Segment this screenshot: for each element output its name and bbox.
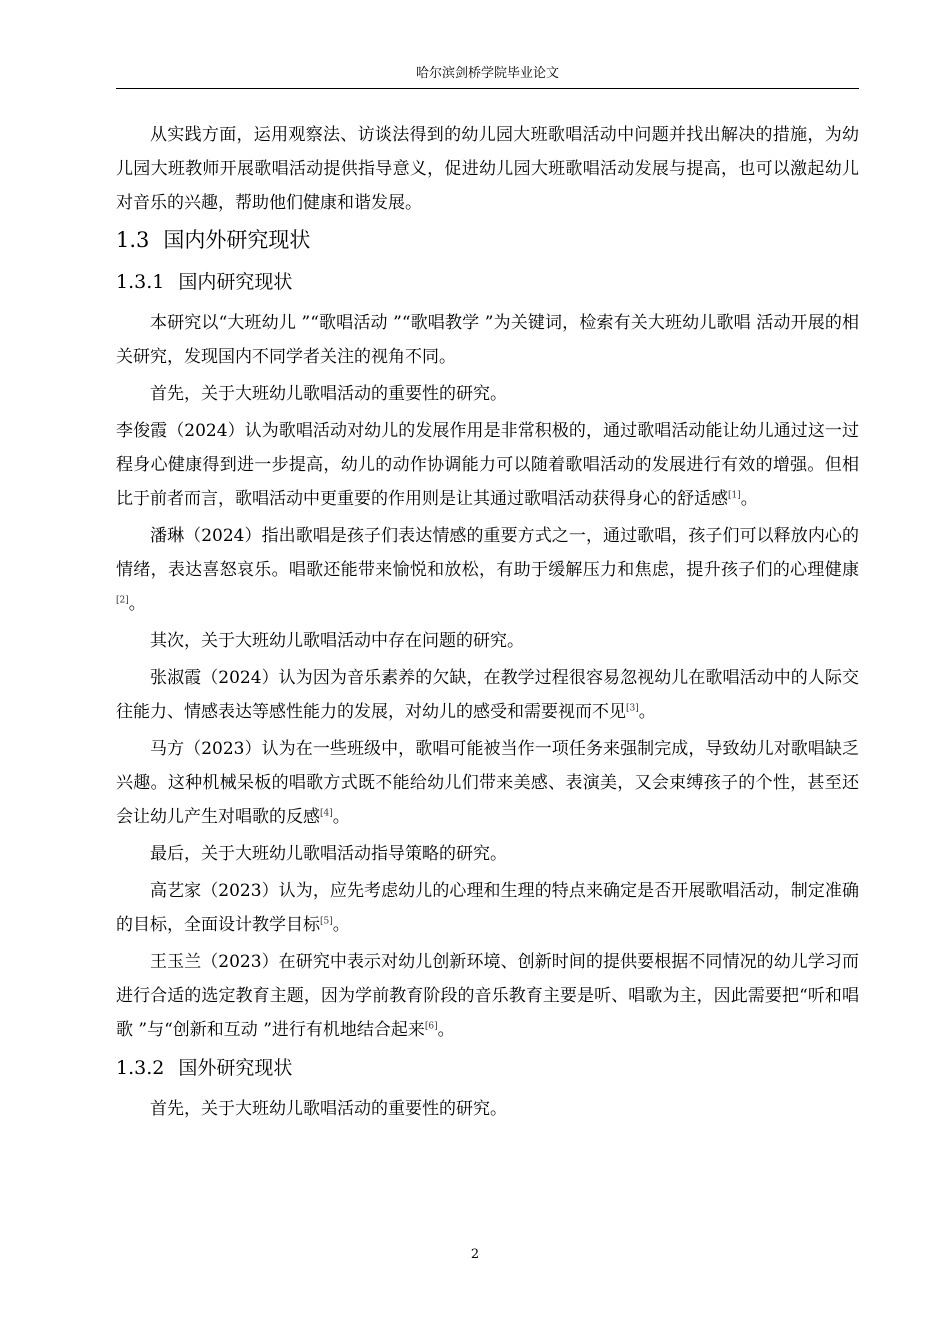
paragraph: 潘琳（2024）指出歌唱是孩子们表达情感的重要方式之一，通过歌唱，孩子们可以释放内心的情绪，表达喜怒哀乐。唱歌还能带来愉悦和放松，有助于缓解压力和焦虑，提升孩子们的心理健康[2]。: [116, 526, 859, 614]
header-divider: [116, 88, 859, 89]
subsection-heading: [116, 1053, 859, 1083]
paragraph: 马方（2023）认为在一些班级中，歌唱可能被当作一项任务来强制完成，导致幼儿对歌唱缺乏兴趣。这种机械呆板的唱歌方式既不能给幼儿们带来美感、表演美，又会束缚孩子的个性，甚至还会让幼儿产生对唱歌的反感[4]。: [116, 739, 859, 827]
paragraph: 本研究以“大班幼儿 ”“歌唱活动 ”“歌唱教学 ”为关键词，检索有关大班幼儿歌唱 活动开展的相关研究，发现国内不同学者关注的视角不同。: [116, 313, 859, 367]
section-number: 1.3: [116, 228, 150, 252]
subsection-title: 国内研究现状: [178, 271, 293, 293]
running-header: 哈尔滨剑桥学院毕业论文: [415, 66, 559, 81]
citation-marker: [6]: [424, 1021, 438, 1032]
citation-marker: [2]: [116, 595, 129, 606]
section-heading: [116, 225, 859, 255]
page-number: 2: [470, 1247, 480, 1262]
citation-marker: [4]: [320, 808, 333, 819]
document-body: [116, 118, 859, 1129]
paragraph: 从实践方面，运用观察法、访谈法得到的幼儿园大班歌唱活动中问题并找出解决的措施，为幼儿园大班教师开展歌唱活动提供指导意义，促进幼儿园大班歌唱活动发展与提高，也可以激起幼儿对音乐的兴趣，帮助他们健康和谐发展。: [116, 125, 859, 213]
subsection-heading: [116, 267, 859, 297]
paragraph: 其次，关于大班幼儿歌唱活动中存在问题的研究。: [150, 631, 524, 651]
paragraph: 首先，关于大班幼儿歌唱活动的重要性的研究。: [150, 1099, 507, 1119]
paragraph: 高艺家（2023）认为，应先考虑幼儿的心理和生理的特点来确定是否开展歌唱活动，制定准确的目标，全面设计教学目标[5]。: [116, 881, 859, 935]
citation-marker: [1]: [728, 490, 741, 501]
paragraph: 最后，关于大班幼儿歌唱活动指导策略的研究。: [150, 844, 507, 864]
citation-marker: [3]: [626, 703, 639, 714]
citation-marker: [5]: [320, 916, 333, 927]
paragraph: 首先，关于大班幼儿歌唱活动的重要性的研究。: [150, 384, 507, 404]
paragraph: 张淑霞（2024）认为因为音乐素养的欠缺，在教学过程很容易忽视幼儿在歌唱活动中的人际交往能力、情感表达等感性能力的发展，对幼儿的感受和需要视而不见[3]。: [116, 668, 859, 722]
paragraph: 李俊霞（2024）认为歌唱活动对幼儿的发展作用是非常积极的，通过歌唱活动能让幼儿通过这一过程身心健康得到进一步提高，幼儿的动作协调能力可以随着歌唱活动的发展进行有效的增强。但相比于前者而言，歌唱活动中更重要的作用则是让其通过歌唱活动获得身心的舒适感[1]。: [116, 421, 859, 509]
subsection-number: 1.3.1: [116, 271, 165, 293]
subsection-title: 国外研究现状: [178, 1057, 293, 1079]
section-title: 国内外研究现状: [163, 228, 311, 252]
subsection-number: 1.3.2: [116, 1057, 165, 1079]
paragraph: 王玉兰（2023）在研究中表示对幼儿创新环境、创新时间的提供要根据不同情况的幼儿学习而进行合适的选定教育主题，因为学前教育阶段的音乐教育主要是听、唱歌为主，因此需要把“听和唱歌 ”与“创新和互动 ”进行有机地结合起来[6]。: [116, 952, 859, 1040]
